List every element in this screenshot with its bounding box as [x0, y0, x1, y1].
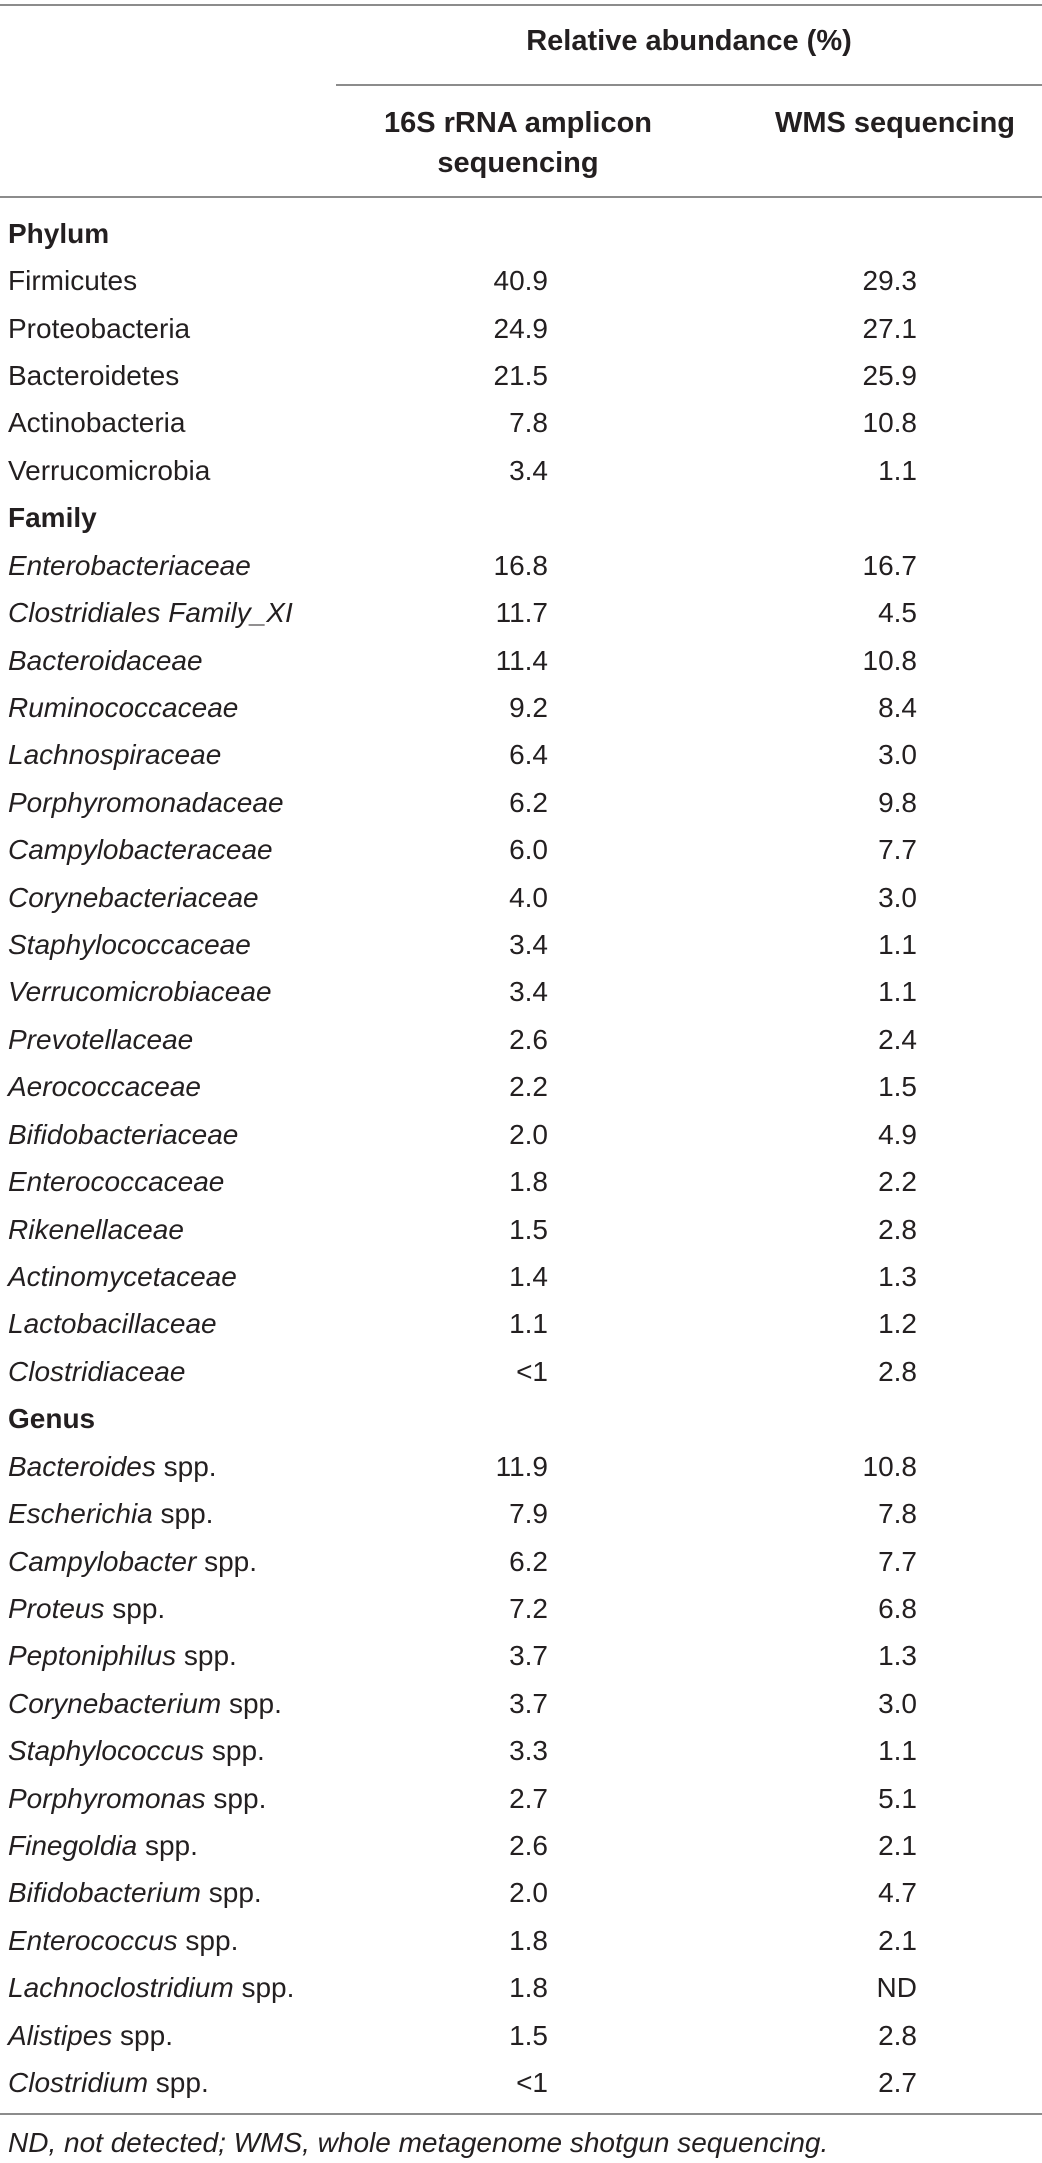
taxon-name [8, 1119, 238, 1151]
value-wms: 1.5 [878, 1071, 917, 1103]
taxon-name-text: spp. [233, 1972, 295, 2004]
taxon-name-italic: Bacteroides [8, 1450, 156, 1482]
taxon-name [8, 787, 284, 819]
table-row [0, 2059, 1042, 2106]
taxon-name [8, 360, 179, 392]
value-wms: 2.4 [878, 1023, 917, 1055]
taxon-name [8, 1166, 224, 1198]
taxon-name [8, 1024, 193, 1056]
value-16s: 6.4 [509, 739, 548, 771]
value-wms: 3.0 [878, 1687, 917, 1719]
value-16s: 1.4 [509, 1260, 548, 1292]
value-wms: 4.7 [878, 1877, 917, 1909]
taxon-name [8, 1071, 201, 1103]
taxon-name [8, 407, 185, 439]
taxon-name-italic: Finegoldia [8, 1830, 138, 1862]
value-16s: 7.9 [509, 1498, 548, 1530]
table-row [0, 1585, 1042, 1632]
table-row [0, 1633, 1042, 1680]
value-16s: 1.8 [509, 1972, 548, 2004]
value-16s: 1.8 [509, 1924, 548, 1956]
value-16s: 3.7 [509, 1640, 548, 1672]
value-wms: 7.7 [878, 1545, 917, 1577]
bottom-rule [0, 2113, 1042, 2115]
column-header-16s: 16S rRNA amplicon sequencing [383, 107, 653, 179]
table-row [0, 1064, 1042, 1111]
value-wms: 10.8 [862, 1450, 917, 1482]
table-body [0, 210, 1042, 2107]
value-16s: 6.0 [509, 834, 548, 866]
taxon-name-italic: Corynebacterium [8, 1687, 222, 1719]
table-row [0, 305, 1042, 352]
value-wms: ND [876, 1972, 917, 2004]
taxon-name [8, 976, 272, 1008]
taxon-name-text: spp. [221, 1687, 282, 1719]
taxon-name [8, 313, 190, 345]
taxon-name-text: spp. [112, 2019, 173, 2051]
value-wms: 5.1 [878, 1782, 917, 1814]
taxon-name-text: spp. [205, 1782, 267, 1814]
table-row [0, 257, 1042, 304]
value-16s: 7.8 [509, 407, 548, 439]
table-row [0, 1917, 1042, 1964]
value-wms: 4.9 [878, 1118, 917, 1150]
table-row [0, 1965, 1042, 2012]
value-16s: 9.2 [509, 691, 548, 723]
value-16s: 11.4 [495, 644, 548, 676]
taxon-name-italic: Enterobacteriaceae [8, 549, 251, 581]
value-16s: 1.1 [509, 1308, 548, 1340]
value-16s: 3.3 [509, 1735, 548, 1767]
value-16s: 11.9 [495, 1450, 548, 1482]
taxon-name [8, 1783, 266, 1815]
value-wms: 3.0 [878, 881, 917, 913]
taxon-name-italic: Aerococcaceae [8, 1071, 202, 1103]
value-wms: 1.1 [878, 976, 917, 1008]
value-16s: 1.5 [509, 1213, 548, 1245]
taxon-name-italic: Prevotellaceae [8, 1023, 194, 1055]
value-wms: 2.8 [878, 1213, 917, 1245]
value-16s: 1.8 [509, 1166, 548, 1198]
table-row [0, 1538, 1042, 1585]
value-16s: <1 [516, 1355, 548, 1387]
section-header [0, 210, 1042, 257]
taxon-name-italic: Ruminococcaceae [8, 691, 239, 723]
taxon-name-italic: Peptoniphilus [8, 1640, 177, 1672]
value-wms: 1.3 [878, 1640, 917, 1672]
taxon-name-italic: Bacteroidaceae [8, 644, 203, 676]
value-wms: 16.7 [862, 549, 917, 581]
value-wms: 2.1 [878, 1830, 917, 1862]
table-row [0, 589, 1042, 636]
taxon-name [8, 1498, 213, 1530]
table-row [0, 1870, 1042, 1917]
taxon-name-italic: Bifidobacterium [8, 1877, 201, 1909]
value-wms: 2.8 [878, 1355, 917, 1387]
value-wms: 1.1 [878, 454, 917, 486]
footnote: ND, not detected; WMS, whole metagenome shotgun sequencing. [8, 2127, 829, 2158]
taxon-name-text: Proteobacteria [8, 312, 191, 344]
table-row [0, 779, 1042, 826]
table-row [0, 1158, 1042, 1205]
value-wms: 6.8 [878, 1592, 917, 1624]
value-16s: 3.4 [509, 454, 548, 486]
taxon-name-italic: Staphylococcus [8, 1735, 205, 1767]
value-16s: 21.5 [493, 359, 548, 391]
value-wms: 29.3 [862, 265, 917, 297]
taxon-name-italic: Alistipes [8, 2019, 113, 2051]
value-wms: 27.1 [862, 312, 917, 344]
value-wms: 1.3 [878, 1260, 917, 1292]
taxon-name [8, 265, 137, 297]
value-16s: 4.0 [509, 881, 548, 913]
section-label: Genus [8, 1403, 96, 1435]
table-row [0, 732, 1042, 779]
value-wms: 10.8 [862, 644, 917, 676]
taxon-name-text: Bacteroidetes [8, 359, 180, 391]
taxon-name-text: Verrucomicrobia [8, 454, 211, 486]
taxon-name-italic: Actinomycetaceae [8, 1260, 237, 1292]
section-label: Phylum [8, 217, 110, 249]
value-16s: 2.0 [509, 1118, 548, 1150]
taxon-name-text: spp. [196, 1545, 258, 1577]
value-wms: 8.4 [878, 691, 917, 723]
taxon-name-italic: Porphyromonadaceae [8, 786, 284, 818]
table-row [0, 1728, 1042, 1775]
value-wms: 7.7 [878, 834, 917, 866]
table-row [0, 542, 1042, 589]
taxon-name [8, 1546, 257, 1578]
taxon-name-text: spp. [155, 1450, 217, 1482]
taxon-name-text: spp. [204, 1735, 265, 1767]
table-row [0, 969, 1042, 1016]
table-row [0, 1775, 1042, 1822]
value-16s: 16.8 [493, 549, 548, 581]
taxon-name [8, 645, 203, 677]
taxon-name-italic: Verrucomicrobiaceae [8, 976, 272, 1008]
value-16s: 7.2 [509, 1592, 548, 1624]
value-16s: 2.0 [509, 1877, 548, 1909]
taxon-name-italic: Proteus [8, 1592, 105, 1624]
taxon-name-text: spp. [152, 1498, 214, 1530]
table-row [0, 352, 1042, 399]
value-16s: 6.2 [509, 786, 548, 818]
top-rule [0, 4, 1042, 6]
taxon-name [8, 1735, 265, 1767]
taxon-name-italic: Escherichia [8, 1498, 153, 1530]
value-wms: 1.1 [878, 1735, 917, 1767]
taxon-name [8, 1877, 262, 1909]
taxon-name-text: spp. [200, 1877, 262, 1909]
taxon-name-italic: Enterococcaceae [8, 1166, 225, 1198]
value-16s: 2.7 [509, 1782, 548, 1814]
taxon-name-italic: Porphyromonas [8, 1782, 206, 1814]
taxon-name [8, 1830, 198, 1862]
value-16s: 6.2 [509, 1545, 548, 1577]
taxon-name-italic: Clostridiaceae [8, 1355, 186, 1387]
table-row [0, 1822, 1042, 1869]
table-row [0, 447, 1042, 494]
value-wms: 3.0 [878, 739, 917, 771]
value-wms: 25.9 [862, 359, 917, 391]
value-16s: 2.6 [509, 1830, 548, 1862]
value-16s: 3.4 [509, 929, 548, 961]
taxon-name [8, 834, 273, 866]
value-16s: 3.4 [509, 976, 548, 1008]
section-header [0, 1396, 1042, 1443]
taxon-name-italic: Corynebacteriaceae [8, 881, 259, 913]
taxon-name-italic: Lachnospiraceae [8, 739, 222, 771]
group-header-rule [336, 84, 1042, 86]
taxon-name [8, 550, 251, 582]
value-16s: 1.5 [509, 2019, 548, 2051]
value-wms: 9.8 [878, 786, 917, 818]
taxon-name [8, 1356, 185, 1388]
taxon-name [8, 1925, 238, 1957]
taxon-name [8, 692, 238, 724]
header-bottom-rule [0, 196, 1042, 198]
taxon-name-italic: Bifidobacteriaceae [8, 1118, 239, 1150]
table-row [0, 1680, 1042, 1727]
taxon-name [8, 2020, 173, 2052]
value-wms: 1.2 [878, 1308, 917, 1340]
value-wms: 7.8 [878, 1498, 917, 1530]
taxon-name-text: spp. [177, 1924, 239, 1956]
value-16s: 2.2 [509, 1071, 548, 1103]
value-wms: 2.1 [878, 1924, 917, 1956]
column-group-header: Relative abundance (%) [526, 25, 852, 57]
value-wms: 10.8 [862, 407, 917, 439]
taxon-name-italic: Staphylococcaceae [8, 929, 251, 961]
taxon-name-text: Firmicutes [8, 265, 138, 297]
value-wms: 2.2 [878, 1166, 917, 1198]
value-wms: 1.1 [878, 929, 917, 961]
table-row [0, 1253, 1042, 1300]
table-row [0, 684, 1042, 731]
table-row [0, 1490, 1042, 1537]
taxon-name-italic: Lachnoclostridium [8, 1972, 234, 2004]
table-row [0, 1348, 1042, 1395]
taxon-name [8, 882, 259, 914]
table-row [0, 637, 1042, 684]
taxon-name-italic: Campylobacter [8, 1545, 197, 1577]
table-row [0, 1016, 1042, 1063]
taxon-name [8, 2067, 209, 2099]
table-row [0, 826, 1042, 873]
value-wms: 2.8 [878, 2019, 917, 2051]
taxon-name [8, 929, 251, 961]
taxon-name [8, 1261, 237, 1293]
taxon-name [8, 1640, 237, 1672]
value-16s: 11.7 [495, 597, 548, 629]
taxon-name [8, 1451, 217, 1483]
value-16s: 3.7 [509, 1687, 548, 1719]
taxon-name-text: spp. [148, 2067, 209, 2099]
table-row [0, 1111, 1042, 1158]
value-16s: 2.6 [509, 1023, 548, 1055]
section-header [0, 495, 1042, 542]
value-16s: <1 [516, 2067, 548, 2099]
taxon-name-italic: Clostridium [8, 2067, 149, 2099]
taxon-name-text: spp. [104, 1592, 166, 1624]
taxon-name-text: spp. [176, 1640, 237, 1672]
value-16s: 24.9 [493, 312, 548, 344]
taxon-name [8, 739, 221, 771]
taxon-name [8, 1688, 282, 1720]
taxon-name-text: Actinobacteria [8, 407, 186, 439]
table-row [0, 400, 1042, 447]
taxon-name-italic: Rikenellaceae [8, 1213, 184, 1245]
taxon-name [8, 1972, 294, 2004]
table-row [0, 1443, 1042, 1490]
taxon-name [8, 1214, 184, 1246]
taxon-name [8, 1308, 217, 1340]
table-row [0, 2012, 1042, 2059]
taxon-name [8, 1593, 165, 1625]
taxon-name-italic: Clostridiales Family_XI [8, 597, 293, 629]
value-wms: 4.5 [878, 597, 917, 629]
table-row [0, 1301, 1042, 1348]
column-header-wms: WMS sequencing [774, 107, 1016, 139]
value-16s: 40.9 [493, 265, 548, 297]
section-label: Family [8, 502, 97, 534]
value-wms: 2.7 [878, 2067, 917, 2099]
taxon-name-italic: Lactobacillaceae [8, 1308, 217, 1340]
table-row [0, 921, 1042, 968]
taxon-name [8, 455, 210, 487]
table-row [0, 1206, 1042, 1253]
taxon-name-italic: Enterococcus [8, 1924, 178, 1956]
taxon-name-text: spp. [137, 1830, 198, 1862]
taxon-name [8, 597, 293, 629]
taxon-name-italic: Campylobacteraceae [8, 834, 273, 866]
table-row [0, 874, 1042, 921]
